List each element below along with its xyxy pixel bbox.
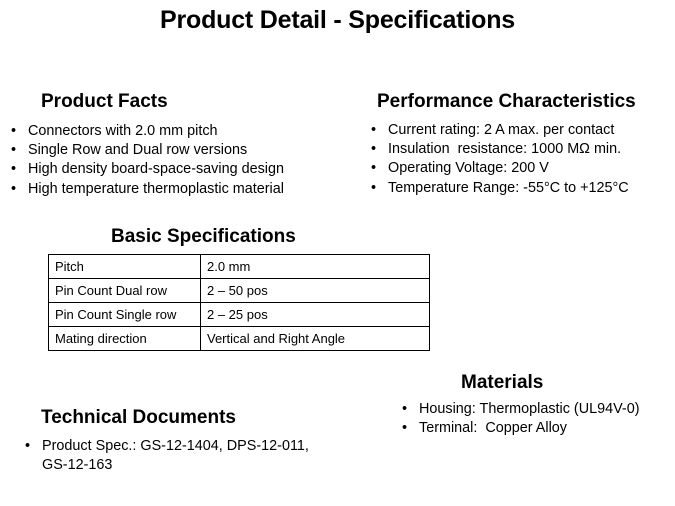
materials-heading: Materials — [461, 372, 544, 393]
list-item — [23, 437, 309, 456]
bullet-icon: • — [11, 123, 17, 139]
list-item: • Single Row and Dual row versions — [9, 141, 284, 160]
technical-documents-list — [23, 437, 309, 475]
list-item: • Connectors with 2.0 mm pitch — [9, 122, 284, 141]
bullet-icon: • — [371, 122, 377, 138]
list-item-continuation — [23, 456, 309, 475]
spec-label: Mating direction — [49, 327, 201, 351]
list-item: • Temperature Range: -55°C to +125°C — [369, 179, 629, 198]
list-item: • Current rating: 2 A max. per contact — [369, 121, 629, 140]
basic-specs-heading: Basic Specifications — [111, 226, 296, 247]
specs-table — [48, 254, 430, 351]
bullet-icon: • — [11, 161, 17, 178]
list-item: • High temperature thermoplastic material — [9, 180, 284, 199]
bullet-icon: • — [11, 180, 17, 197]
product-facts-list — [9, 122, 284, 199]
spec-value: 2 – 50 pos — [201, 279, 430, 303]
bullet-icon: • — [402, 401, 408, 417]
table-row — [49, 255, 430, 279]
page-title: Product Detail - Specifications — [160, 6, 515, 34]
bullet-icon: • — [371, 160, 377, 177]
table-row — [49, 327, 430, 351]
spec-value: Vertical and Right Angle — [201, 327, 430, 351]
spec-label: Pin Count Single row — [49, 303, 201, 327]
performance-list — [369, 121, 629, 198]
list-item: • Insulation resistance: 1000 MΩ min. — [369, 140, 629, 159]
bullet-icon: • — [402, 420, 408, 437]
list-item: • Housing: Thermoplastic (UL94V-0) — [400, 400, 640, 419]
list-item: • High density board-space-saving design — [9, 160, 284, 179]
list-item: • Terminal: Copper Alloy — [400, 419, 640, 438]
technical-documents-heading: Technical Documents — [41, 407, 236, 428]
product-facts-heading: Product Facts — [41, 91, 168, 112]
document-link[interactable]: GS-12-163 — [42, 457, 113, 474]
bullet-icon: • — [11, 142, 17, 159]
table-row — [49, 279, 430, 303]
list-item: • Operating Voltage: 200 V — [369, 159, 629, 178]
document-link[interactable]: Product Spec.: GS-12-1404, DPS-12-011, — [42, 438, 309, 454]
spec-value: 2.0 mm — [201, 255, 430, 279]
bullet-icon: • — [371, 141, 377, 158]
spec-label: Pin Count Dual row — [49, 279, 201, 303]
table-row — [49, 303, 430, 327]
bullet-icon: • — [25, 438, 31, 454]
materials-list — [400, 400, 640, 438]
spec-value: 2 – 25 pos — [201, 303, 430, 327]
performance-heading: Performance Characteristics — [377, 91, 636, 112]
bullet-icon: • — [371, 179, 377, 196]
spec-label: Pitch — [49, 255, 201, 279]
